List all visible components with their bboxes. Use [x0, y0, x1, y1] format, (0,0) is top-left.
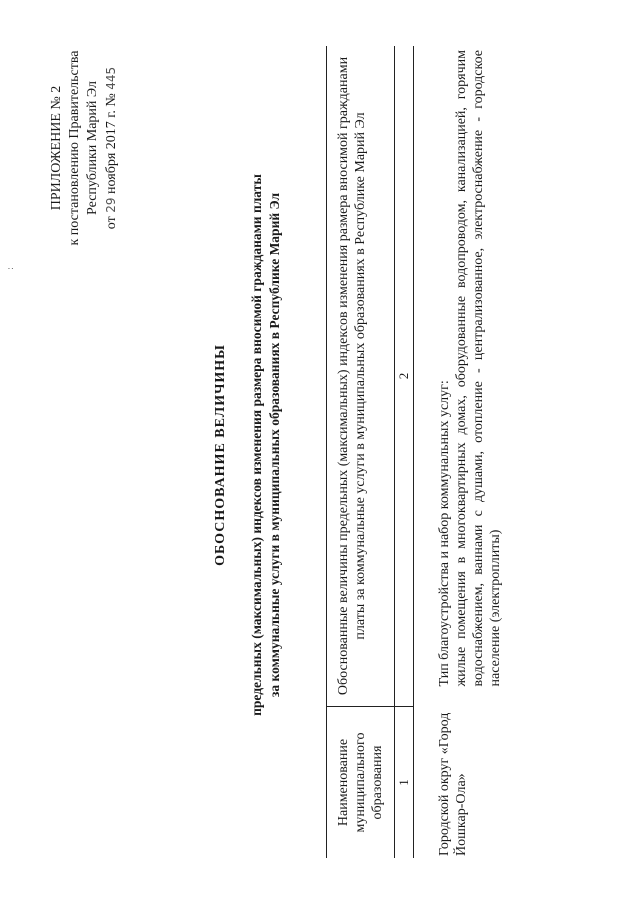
annex-title: ПРИЛОЖЕНИЕ № 2	[49, 85, 64, 211]
subtitle-line-1: предельных (максимальных) индексов изменения размера вносимой гражданами платы	[249, 174, 264, 716]
annex-month-year: ноября 2017 г. №	[104, 93, 119, 194]
annex-number: 445	[104, 66, 118, 90]
justification-text: жилые помещения в многоквартирных домах, оборудованные водопроводом, канализацией, горячим водоснабжением, ваннами с душами, отопление - централизованное, электроснабжение - городское население (электроплиты)	[454, 50, 503, 687]
cell-municipality: Городской округ «Город Йошкар-Ола»	[437, 712, 469, 856]
annex-line-2: Республики Марий Эл	[85, 81, 100, 215]
annex-block	[48, 13, 121, 283]
annex-day: 29	[104, 197, 118, 213]
column-number-row	[395, 46, 414, 858]
annex-date-line	[102, 13, 121, 283]
document-subtitle	[248, 85, 284, 805]
cell-justification	[414, 46, 509, 707]
header-municipality: Наименование муниципального образования	[327, 707, 395, 859]
annex-date-prefix: от	[104, 216, 119, 230]
document-title: ОБОСНОВАНИЕ ВЕЛИЧИНЫ	[213, 344, 228, 566]
table-row	[414, 46, 509, 858]
column-number-2: 2	[395, 46, 414, 707]
justification-lead: Тип благоустройства и набор коммунальных услуг:	[437, 380, 452, 687]
table-header-row	[327, 46, 395, 858]
annex-line-1: к постановлению Правительства	[67, 50, 82, 246]
column-number-1: 1	[395, 707, 414, 859]
subtitle-line-2: за коммунальные услуги в муниципальных образованиях в Республике Марий Эл	[267, 192, 282, 698]
indices-table	[326, 46, 508, 858]
scan-mark: :	[6, 266, 16, 270]
header-justification: Обоснованные величины предельных (максимальных) индексов изменения размера вносимой гражданами платы за коммунальные услуги в муниципальных образованиях в Республике Марий Эл	[327, 46, 395, 707]
